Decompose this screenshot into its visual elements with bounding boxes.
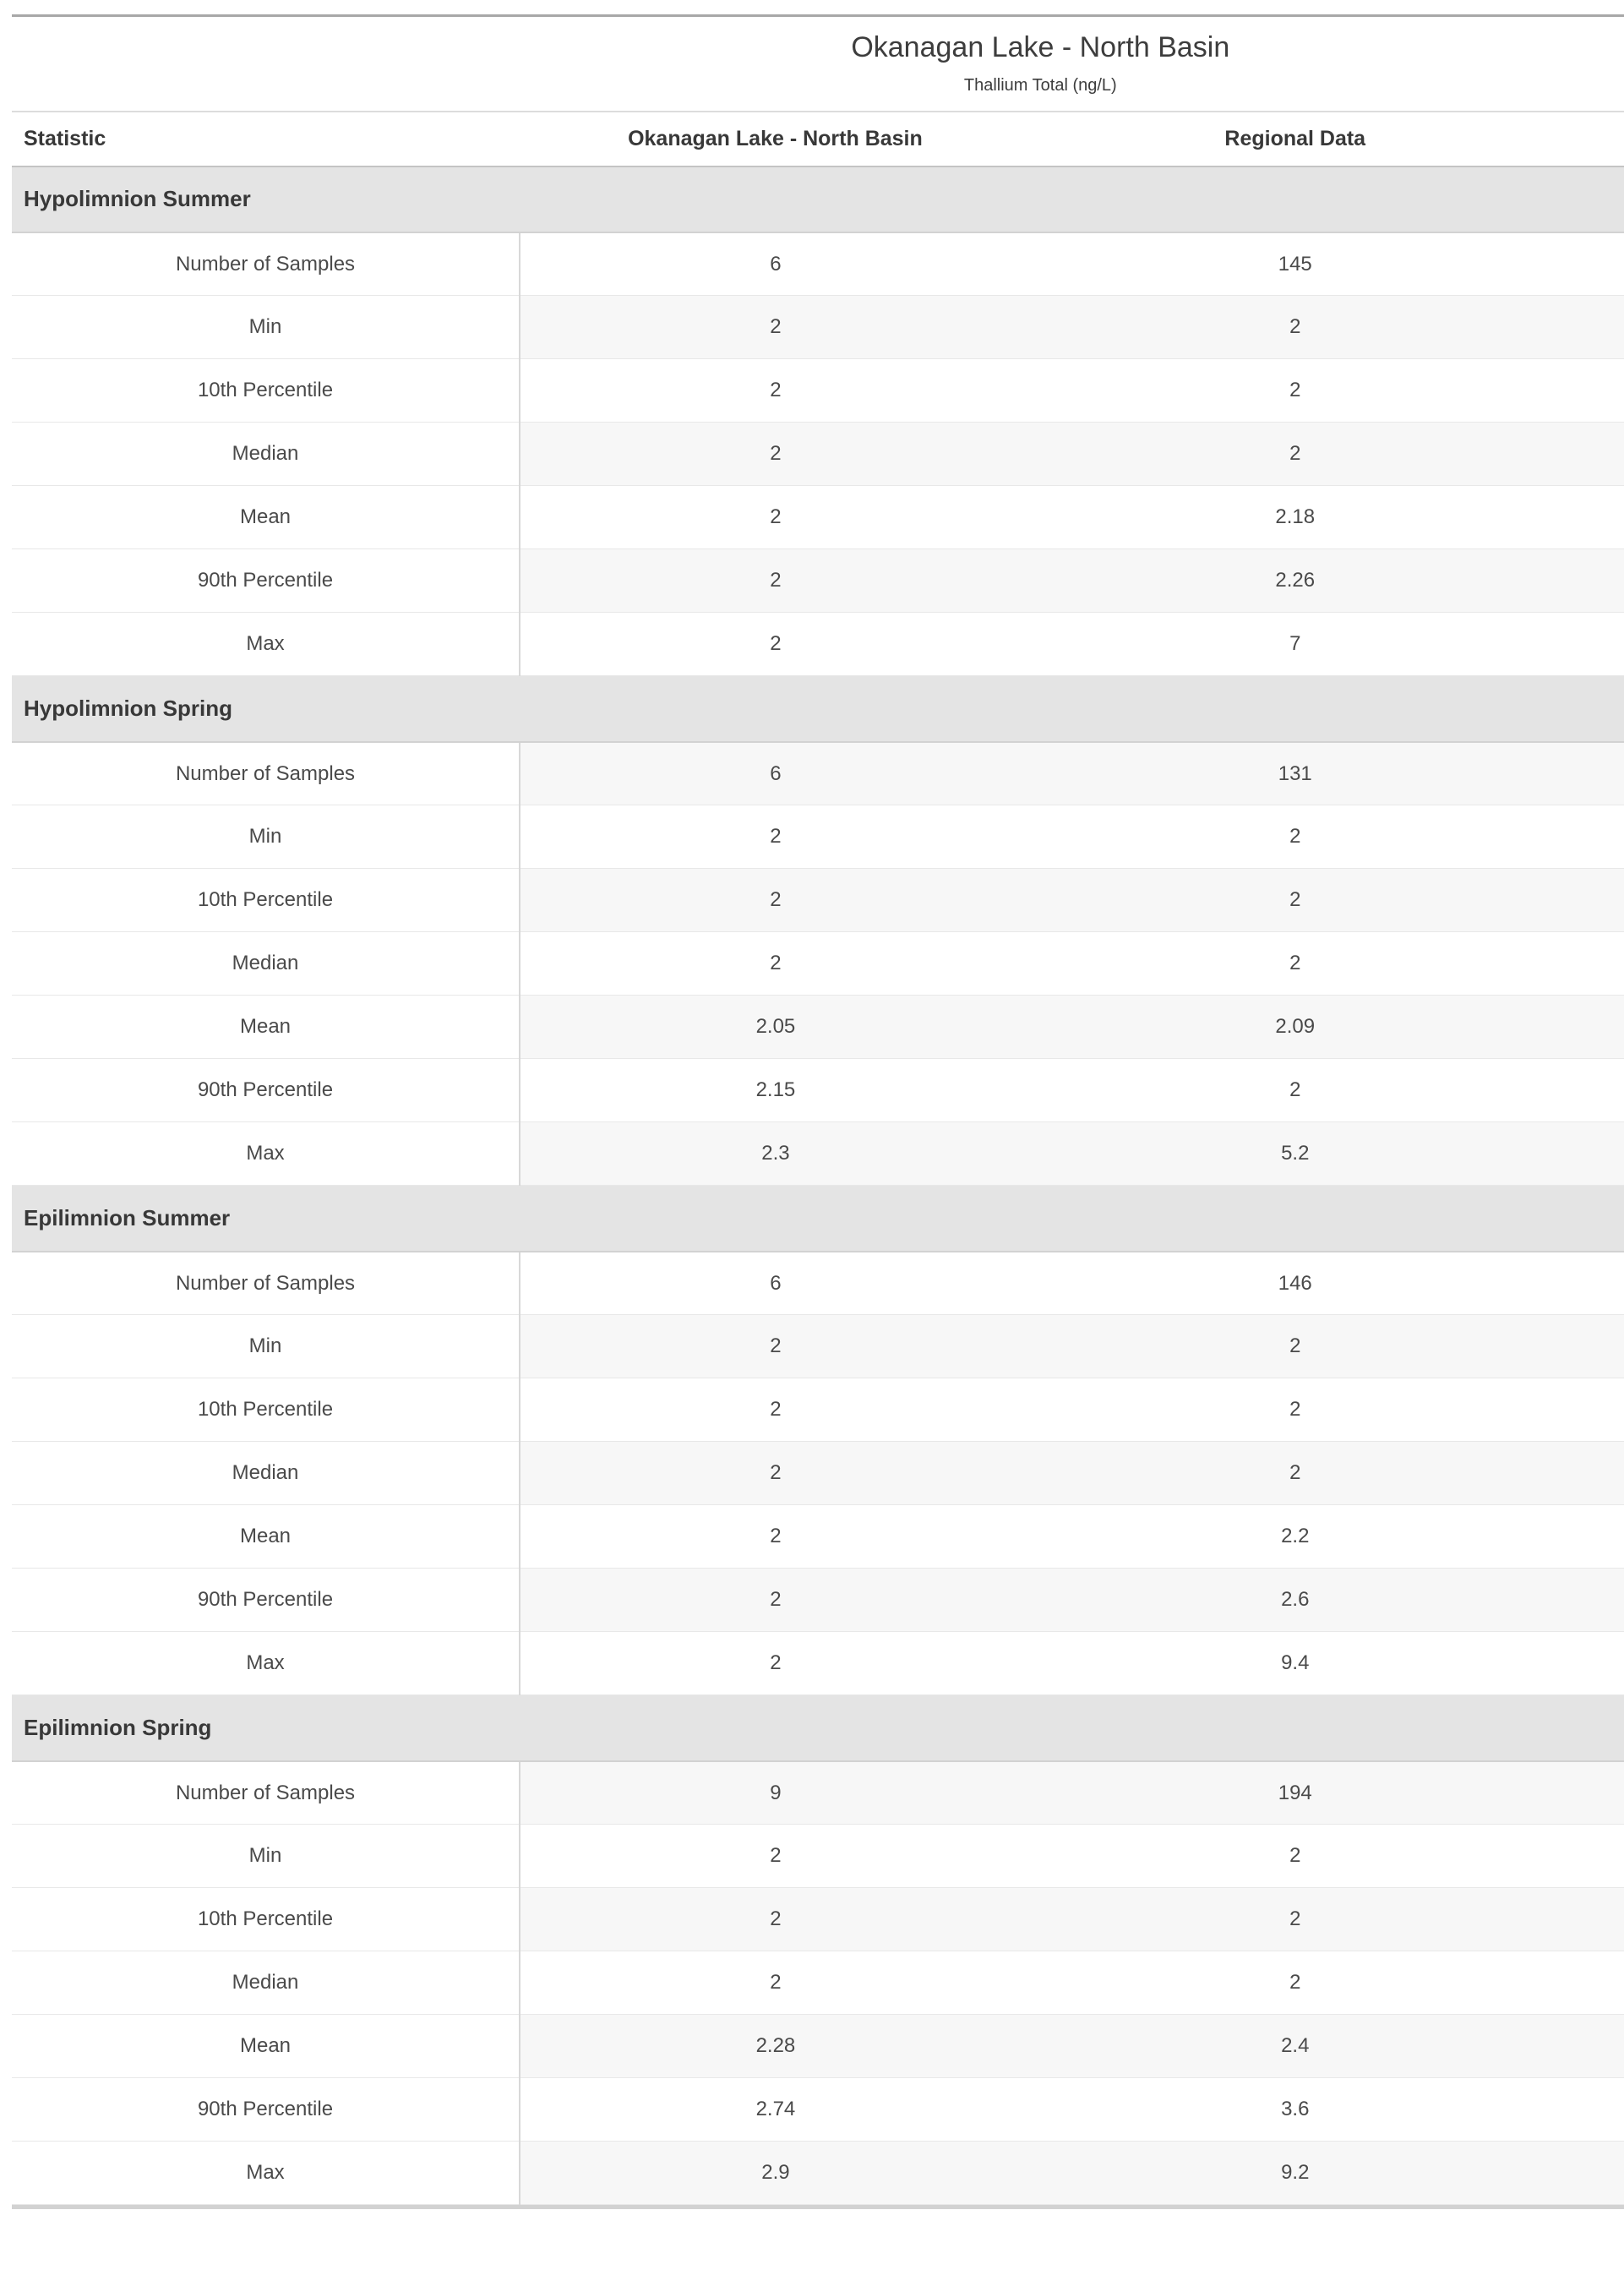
regional-value-cell: 2 (1031, 1888, 1560, 1951)
regional-value-cell: 2 (1031, 1951, 1560, 2015)
regional-value-cell: 2.2 (1031, 1505, 1560, 1569)
site-value-cell: 2 (520, 1505, 1031, 1569)
site-value-cell: 2 (520, 486, 1031, 549)
regional-value-cell: 7 (1031, 613, 1560, 676)
statistic-label-cell: 10th Percentile (12, 869, 520, 932)
row-spacer-cell (1560, 1825, 1624, 1888)
section-header-label: Hypolimnion Spring (12, 676, 1624, 742)
title-block (12, 17, 1624, 112)
table-title: Okanagan Lake - North Basin (851, 31, 1230, 63)
statistic-label-cell: Max (12, 2142, 520, 2205)
table-row (12, 613, 1624, 676)
row-spacer-cell (1560, 359, 1624, 423)
table-row (12, 869, 1624, 932)
statistic-label-cell: Max (12, 1122, 520, 1186)
statistic-label-cell: Mean (12, 486, 520, 549)
statistic-label-cell: 10th Percentile (12, 1888, 520, 1951)
table-row (12, 1761, 1624, 1825)
statistic-label-cell: Median (12, 1442, 520, 1505)
table-row (12, 1569, 1624, 1632)
row-spacer-cell (1560, 1059, 1624, 1122)
row-spacer-cell (1560, 1122, 1624, 1186)
column-header-statistic: Statistic (12, 112, 520, 166)
row-spacer-cell (1560, 613, 1624, 676)
row-spacer-cell (1560, 1761, 1624, 1825)
site-value-cell: 2 (520, 1315, 1031, 1378)
regional-value-cell: 2 (1031, 1442, 1560, 1505)
row-spacer-cell (1560, 996, 1624, 1059)
table-row (12, 1888, 1624, 1951)
site-value-cell: 2 (520, 359, 1031, 423)
table-row (12, 742, 1624, 805)
statistic-label-cell: Number of Samples (12, 1252, 520, 1315)
site-value-cell: 6 (520, 742, 1031, 805)
statistic-label-cell: Max (12, 1632, 520, 1695)
site-value-cell: 2.28 (520, 2015, 1031, 2078)
site-value-cell: 2.15 (520, 1059, 1031, 1122)
site-value-cell: 2.3 (520, 1122, 1031, 1186)
table-row (12, 2078, 1624, 2142)
regional-value-cell: 2 (1031, 359, 1560, 423)
site-value-cell: 2 (520, 1632, 1031, 1695)
regional-value-cell: 2.4 (1031, 2015, 1560, 2078)
row-spacer-cell (1560, 486, 1624, 549)
table-row (12, 423, 1624, 486)
regional-value-cell: 2 (1031, 1059, 1560, 1122)
table-row (12, 932, 1624, 996)
site-value-cell: 2 (520, 932, 1031, 996)
statistic-label-cell: Min (12, 296, 520, 359)
statistic-label-cell: 10th Percentile (12, 1378, 520, 1442)
row-spacer-cell (1560, 2015, 1624, 2078)
table-row (12, 1951, 1624, 2015)
site-value-cell: 2 (520, 1888, 1031, 1951)
table-row (12, 296, 1624, 359)
column-header-spacer (1560, 112, 1624, 166)
statistic-label-cell: Min (12, 1825, 520, 1888)
table-row (12, 1059, 1624, 1122)
site-value-cell: 6 (520, 232, 1031, 296)
regional-value-cell: 5.2 (1031, 1122, 1560, 1186)
statistic-label-cell: Mean (12, 996, 520, 1059)
row-spacer-cell (1560, 869, 1624, 932)
regional-value-cell: 2 (1031, 932, 1560, 996)
statistic-label-cell: Number of Samples (12, 1761, 520, 1825)
column-header-site: Okanagan Lake - North Basin (520, 112, 1031, 166)
row-spacer-cell (1560, 1632, 1624, 1695)
regional-value-cell: 2 (1031, 1378, 1560, 1442)
site-value-cell: 2 (520, 1569, 1031, 1632)
statistic-label-cell: Mean (12, 1505, 520, 1569)
site-value-cell: 2.05 (520, 996, 1031, 1059)
row-spacer-cell (1560, 423, 1624, 486)
table-row (12, 486, 1624, 549)
regional-value-cell: 3.6 (1031, 2078, 1560, 2142)
table-row (12, 1252, 1624, 1315)
site-value-cell: 2 (520, 1442, 1031, 1505)
statistic-label-cell: Median (12, 1951, 520, 2015)
row-spacer-cell (1560, 549, 1624, 613)
table-row (12, 1315, 1624, 1378)
site-value-cell: 2 (520, 805, 1031, 869)
regional-value-cell: 9.4 (1031, 1632, 1560, 1695)
statistic-label-cell: Mean (12, 2015, 520, 2078)
section-header-row (12, 1186, 1624, 1252)
regional-value-cell: 2 (1031, 1825, 1560, 1888)
row-spacer-cell (1560, 1569, 1624, 1632)
statistic-label-cell: 90th Percentile (12, 2078, 520, 2142)
table-row (12, 1505, 1624, 1569)
site-value-cell: 2.9 (520, 2142, 1031, 2205)
regional-value-cell: 145 (1031, 232, 1560, 296)
regional-value-cell: 2 (1031, 805, 1560, 869)
regional-value-cell: 146 (1031, 1252, 1560, 1315)
statistics-table (12, 112, 1624, 2206)
table-row (12, 1632, 1624, 1695)
table-row (12, 805, 1624, 869)
statistic-label-cell: Median (12, 423, 520, 486)
statistic-label-cell: Max (12, 613, 520, 676)
regional-value-cell: 2.26 (1031, 549, 1560, 613)
site-value-cell: 2 (520, 1825, 1031, 1888)
regional-value-cell: 2 (1031, 296, 1560, 359)
table-row (12, 996, 1624, 1059)
statistic-label-cell: 90th Percentile (12, 549, 520, 613)
row-spacer-cell (1560, 232, 1624, 296)
site-value-cell: 2 (520, 869, 1031, 932)
section-header-label: Hypolimnion Summer (12, 166, 1624, 232)
column-header-row (12, 112, 1624, 166)
row-spacer-cell (1560, 805, 1624, 869)
table-subtitle: Thallium Total (ng/L) (963, 75, 1117, 95)
statistic-label-cell: Min (12, 805, 520, 869)
table-row (12, 359, 1624, 423)
table-row (12, 232, 1624, 296)
regional-value-cell: 2 (1031, 423, 1560, 486)
regional-value-cell: 2 (1031, 869, 1560, 932)
row-spacer-cell (1560, 296, 1624, 359)
row-spacer-cell (1560, 1378, 1624, 1442)
row-spacer-cell (1560, 1442, 1624, 1505)
site-value-cell: 2 (520, 549, 1031, 613)
statistic-label-cell: 90th Percentile (12, 1059, 520, 1122)
site-value-cell: 9 (520, 1761, 1031, 1825)
regional-value-cell: 9.2 (1031, 2142, 1560, 2205)
table-row (12, 1122, 1624, 1186)
statistic-label-cell: 90th Percentile (12, 1569, 520, 1632)
section-header-row (12, 166, 1624, 232)
regional-value-cell: 2.18 (1031, 486, 1560, 549)
table-row (12, 1825, 1624, 1888)
row-spacer-cell (1560, 1888, 1624, 1951)
row-spacer-cell (1560, 742, 1624, 805)
regional-value-cell: 2 (1031, 1315, 1560, 1378)
table-row (12, 1378, 1624, 1442)
section-header-label: Epilimnion Spring (12, 1695, 1624, 1761)
statistic-label-cell: Number of Samples (12, 742, 520, 805)
table-row (12, 1442, 1624, 1505)
site-value-cell: 2 (520, 1378, 1031, 1442)
site-value-cell: 2 (520, 423, 1031, 486)
row-spacer-cell (1560, 1315, 1624, 1378)
row-spacer-cell (1560, 932, 1624, 996)
regional-value-cell: 2.09 (1031, 996, 1560, 1059)
site-value-cell: 2 (520, 1951, 1031, 2015)
table-card (12, 14, 1624, 2209)
site-value-cell: 2.74 (520, 2078, 1031, 2142)
regional-value-cell: 194 (1031, 1761, 1560, 1825)
statistic-label-cell: 10th Percentile (12, 359, 520, 423)
statistic-label-cell: Min (12, 1315, 520, 1378)
column-header-regional: Regional Data (1031, 112, 1560, 166)
section-header-row (12, 1695, 1624, 1761)
regional-value-cell: 131 (1031, 742, 1560, 805)
table-row (12, 549, 1624, 613)
site-value-cell: 6 (520, 1252, 1031, 1315)
regional-value-cell: 2.6 (1031, 1569, 1560, 1632)
statistic-label-cell: Median (12, 932, 520, 996)
row-spacer-cell (1560, 1252, 1624, 1315)
section-header-label: Epilimnion Summer (12, 1186, 1624, 1252)
table-row (12, 2142, 1624, 2205)
row-spacer-cell (1560, 2078, 1624, 2142)
title-center (520, 30, 1561, 95)
site-value-cell: 2 (520, 613, 1031, 676)
site-value-cell: 2 (520, 296, 1031, 359)
table-row (12, 2015, 1624, 2078)
section-header-row (12, 676, 1624, 742)
row-spacer-cell (1560, 2142, 1624, 2205)
row-spacer-cell (1560, 1951, 1624, 2015)
statistic-label-cell: Number of Samples (12, 232, 520, 296)
row-spacer-cell (1560, 1505, 1624, 1569)
